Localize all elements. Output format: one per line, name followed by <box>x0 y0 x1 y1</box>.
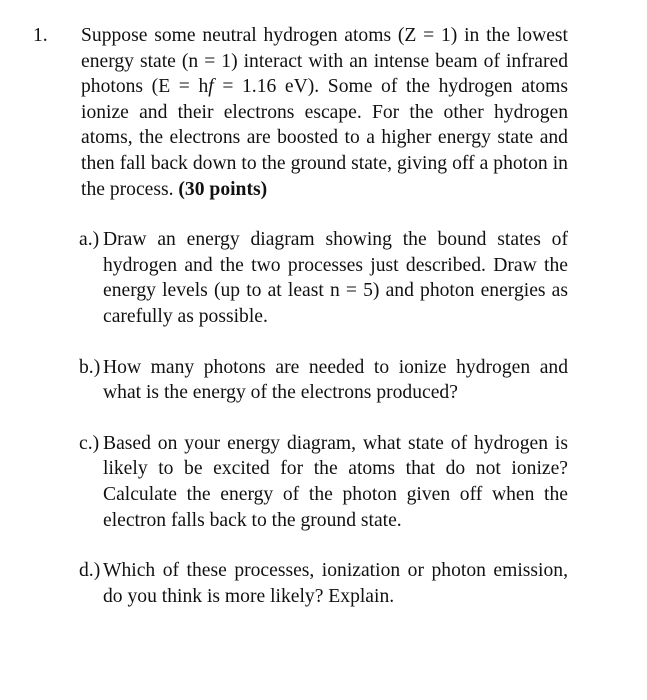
stem-line-7: down to the ground state, giving off a photon in the <box>81 152 568 200</box>
part-a <box>33 227 568 329</box>
stem-line-1: Suppose some neutral hydrogen atoms (Z = 1) in the <box>81 25 511 46</box>
stem-line-8: process. <box>109 178 179 200</box>
problem-stem-text <box>81 23 568 202</box>
part-b-text: How many photons are needed to ionize hydrogen and what is the energy of the electrons produced? <box>103 356 568 404</box>
stem-line-3a: beam of infrared photons (E = <box>81 50 568 98</box>
problem-1 <box>33 23 568 634</box>
problem-number: 1. <box>33 25 48 46</box>
stem-line-4: the hydrogen atoms ionize and their electrons escape. <box>81 76 568 123</box>
part-d <box>33 558 568 609</box>
part-c <box>33 431 568 533</box>
part-c-text: Based on your energy diagram, what state of hydrogen is likely to be excited for the atoms that do not ionize? Calculate the energy of the photon given off when the electron falls back to the ground state. <box>103 432 568 531</box>
part-a-text: Draw an energy diagram showing the bound states of hydrogen and the two processes just described. Draw the energy levels (up to at least n = 5) and photon energies as carefully as possible. <box>103 229 568 327</box>
part-b <box>33 355 568 406</box>
part-c-label: c.) <box>79 432 100 454</box>
part-d-text: Which of these processes, ionization or photon emission, do you think is more likely? Explain. <box>103 560 568 607</box>
stem-planck-h: h <box>198 76 209 98</box>
stem-line-6: boosted to a higher energy state and then fall back <box>81 127 568 174</box>
part-d-label: d.) <box>79 560 101 582</box>
stem-line-3b: = 1.16 eV). Some of <box>213 76 398 98</box>
stem-line-5: For the other hydrogen atoms, the electrons are <box>81 101 568 149</box>
part-a-label: a.) <box>79 229 100 251</box>
stem-line-2: lowest energy state (n = 1) interact with an intense <box>81 25 568 72</box>
stem-frequency-f: f <box>208 76 214 98</box>
part-b-label: b.) <box>79 356 101 378</box>
problem-parts <box>33 227 568 609</box>
points-value: (30 points) <box>178 178 268 200</box>
problem-stem <box>33 23 568 202</box>
